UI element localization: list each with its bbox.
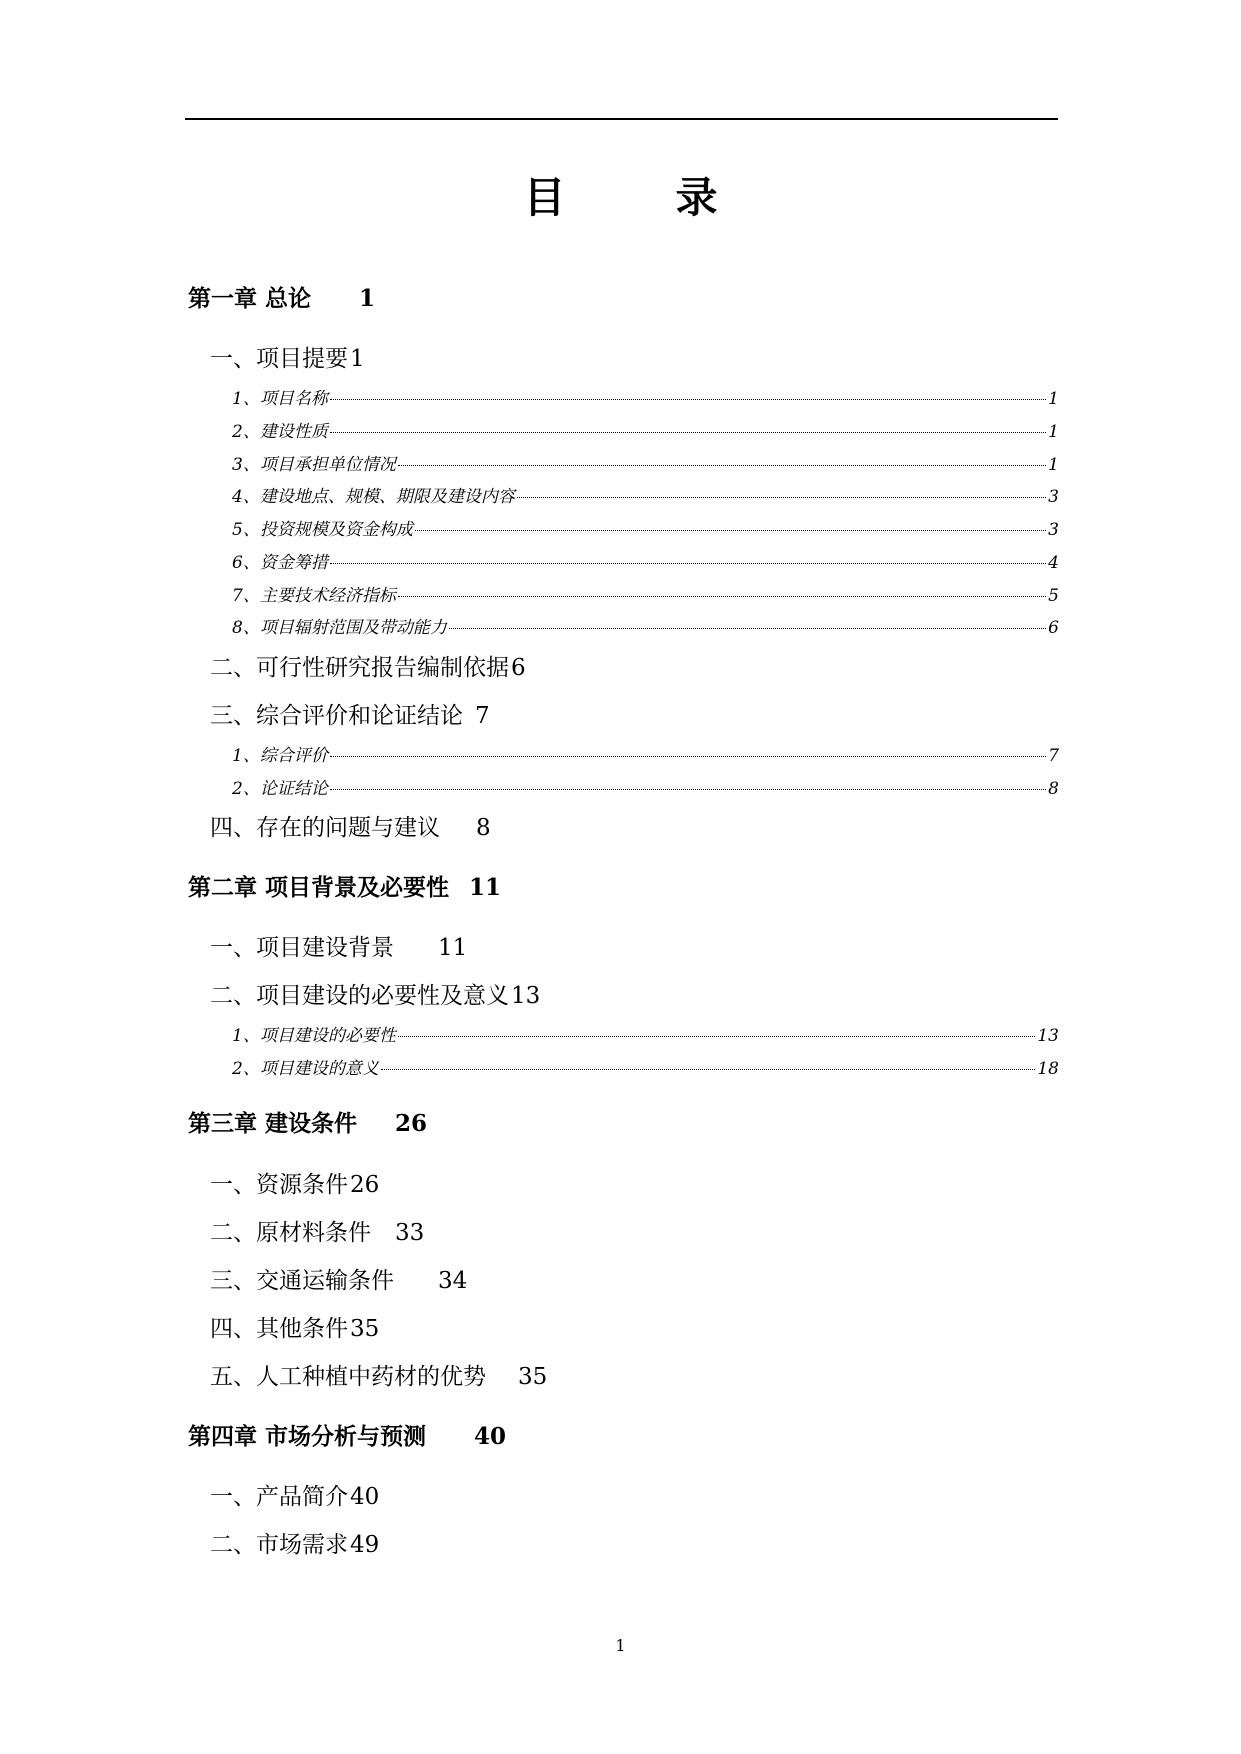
toc-entry-page: 6 xyxy=(511,655,526,681)
toc-entry-title: 6、资金筹措 xyxy=(232,553,328,573)
toc-entry-page: 18 xyxy=(1037,1059,1059,1079)
toc-entry-title: 二、项目建设的必要性及意义 xyxy=(210,983,509,1009)
toc-section[interactable] xyxy=(210,977,540,1010)
toc-subsection[interactable] xyxy=(232,774,1059,799)
toc-entry-title: 4、建设地点、规模、期限及建设内容 xyxy=(232,487,515,507)
dot-leader xyxy=(330,399,1046,400)
toc-entry-title: 第二章 项目背景及必要性 xyxy=(188,874,450,901)
toc-entry-page: 11 xyxy=(438,935,468,961)
toc-entry-title: 一、项目提要 xyxy=(210,346,348,372)
title-char-2: 录 xyxy=(675,173,718,222)
toc-entry-title: 3、项目承担单位情况 xyxy=(232,455,396,475)
dot-leader xyxy=(517,497,1046,498)
toc-entry-page: 35 xyxy=(518,1364,548,1390)
toc-subsection[interactable] xyxy=(232,384,1059,409)
toc-subsection[interactable] xyxy=(232,548,1059,573)
toc-chapter[interactable] xyxy=(188,280,375,313)
toc-entry-title: 三、综合评价和论证结论 xyxy=(210,703,463,729)
dot-leader xyxy=(330,789,1046,790)
dot-leader xyxy=(381,1069,1036,1070)
toc-entry-page: 26 xyxy=(350,1172,380,1198)
toc-entry-page: 33 xyxy=(395,1220,425,1246)
toc-entry-page: 8 xyxy=(476,815,491,841)
toc-entry-page: 6 xyxy=(1048,618,1059,638)
title-char-1: 目 xyxy=(523,173,566,222)
toc-section[interactable] xyxy=(210,1262,467,1295)
toc-entry-title: 四、其他条件 xyxy=(210,1316,348,1342)
toc-entry-page: 1 xyxy=(350,346,365,372)
toc-subsection[interactable] xyxy=(232,450,1059,475)
toc-entry-title: 二、市场需求 xyxy=(210,1532,348,1558)
toc-entry-title: 1、综合评价 xyxy=(232,746,328,766)
toc-section[interactable] xyxy=(210,697,490,730)
toc-entry-title: 7、主要技术经济指标 xyxy=(232,586,396,606)
toc-entry-page: 35 xyxy=(350,1316,380,1342)
toc-subsection[interactable] xyxy=(232,515,1059,540)
page-title xyxy=(0,165,1241,225)
toc-entry-page: 13 xyxy=(511,983,541,1009)
page-number: 1 xyxy=(615,1636,626,1655)
toc-chapter[interactable] xyxy=(188,1105,427,1138)
toc-entry-title: 5、投资规模及资金构成 xyxy=(232,520,413,540)
toc-section[interactable] xyxy=(210,929,467,962)
toc-entry-title: 1、项目建设的必要性 xyxy=(232,1026,396,1046)
toc-entry-page: 11 xyxy=(469,874,502,901)
toc-entry-title: 一、项目建设背景 xyxy=(210,935,394,961)
toc-entry-title: 第三章 建设条件 xyxy=(188,1110,358,1137)
toc-entry-title: 第一章 总论 xyxy=(188,285,312,312)
header-rule xyxy=(185,118,1058,120)
dot-leader xyxy=(330,563,1046,564)
toc-chapter[interactable] xyxy=(188,1418,506,1451)
dot-leader xyxy=(330,756,1046,757)
toc-subsection[interactable] xyxy=(232,613,1059,638)
toc-entry-title: 第四章 市场分析与预测 xyxy=(188,1423,427,1450)
dot-leader xyxy=(398,596,1046,597)
toc-section[interactable] xyxy=(210,1358,547,1391)
toc-entry-page: 1 xyxy=(1048,422,1059,442)
toc-section[interactable] xyxy=(210,1310,379,1343)
toc-entry-page: 7 xyxy=(1048,746,1059,766)
toc-entry-page: 1 xyxy=(1048,455,1059,475)
toc-section[interactable] xyxy=(210,1166,379,1199)
toc-subsection[interactable] xyxy=(232,1021,1059,1046)
toc-subsection[interactable] xyxy=(232,417,1059,442)
toc-entry-page: 3 xyxy=(1048,520,1059,540)
toc-entry-page: 8 xyxy=(1048,779,1059,799)
toc-entry-title: 2、论证结论 xyxy=(232,779,328,799)
toc-section[interactable] xyxy=(210,809,491,842)
toc-entry-page: 40 xyxy=(474,1423,507,1450)
toc-entry-page: 1 xyxy=(1048,389,1059,409)
toc-entry-title: 二、原材料条件 xyxy=(210,1220,371,1246)
toc-entry-page: 49 xyxy=(350,1532,380,1558)
toc-entry-page: 13 xyxy=(1037,1026,1059,1046)
toc-entry-title: 8、项目辐射范围及带动能力 xyxy=(232,618,447,638)
toc-entry-page: 34 xyxy=(438,1268,468,1294)
toc-section[interactable] xyxy=(210,1478,379,1511)
toc-entry-title: 二、可行性研究报告编制依据 xyxy=(210,655,509,681)
toc-entry-page: 40 xyxy=(350,1484,380,1510)
toc-entry-title: 2、项目建设的意义 xyxy=(232,1059,379,1079)
toc-chapter[interactable] xyxy=(188,869,501,902)
toc-entry-title: 五、人工种植中药材的优势 xyxy=(210,1364,486,1390)
toc-subsection[interactable] xyxy=(232,1054,1059,1079)
toc-entry-page: 5 xyxy=(1048,586,1059,606)
toc-entry-title: 四、存在的问题与建议 xyxy=(210,815,440,841)
toc-entry-title: 一、资源条件 xyxy=(210,1172,348,1198)
toc-entry-title: 1、项目名称 xyxy=(232,389,328,409)
dot-leader xyxy=(330,432,1046,433)
toc-section[interactable] xyxy=(210,1214,424,1247)
dot-leader xyxy=(398,465,1046,466)
dot-leader xyxy=(398,1036,1036,1037)
toc-subsection[interactable] xyxy=(232,741,1059,766)
toc-subsection[interactable] xyxy=(232,581,1059,606)
toc-entry-page: 4 xyxy=(1048,553,1059,573)
toc-entry-page: 3 xyxy=(1048,487,1059,507)
dot-leader xyxy=(449,628,1046,629)
toc-section[interactable] xyxy=(210,1526,379,1559)
toc-entry-title: 一、产品简介 xyxy=(210,1484,348,1510)
dot-leader xyxy=(415,530,1046,531)
toc-section[interactable] xyxy=(210,340,365,373)
toc-entry-page: 7 xyxy=(475,703,490,729)
toc-entry-page: 26 xyxy=(395,1110,428,1137)
toc-subsection[interactable] xyxy=(232,482,1059,507)
toc-entry-title: 三、交通运输条件 xyxy=(210,1268,394,1294)
toc-entry-title: 2、建设性质 xyxy=(232,422,328,442)
toc-section[interactable] xyxy=(210,649,526,682)
toc-entry-page: 1 xyxy=(359,285,376,312)
